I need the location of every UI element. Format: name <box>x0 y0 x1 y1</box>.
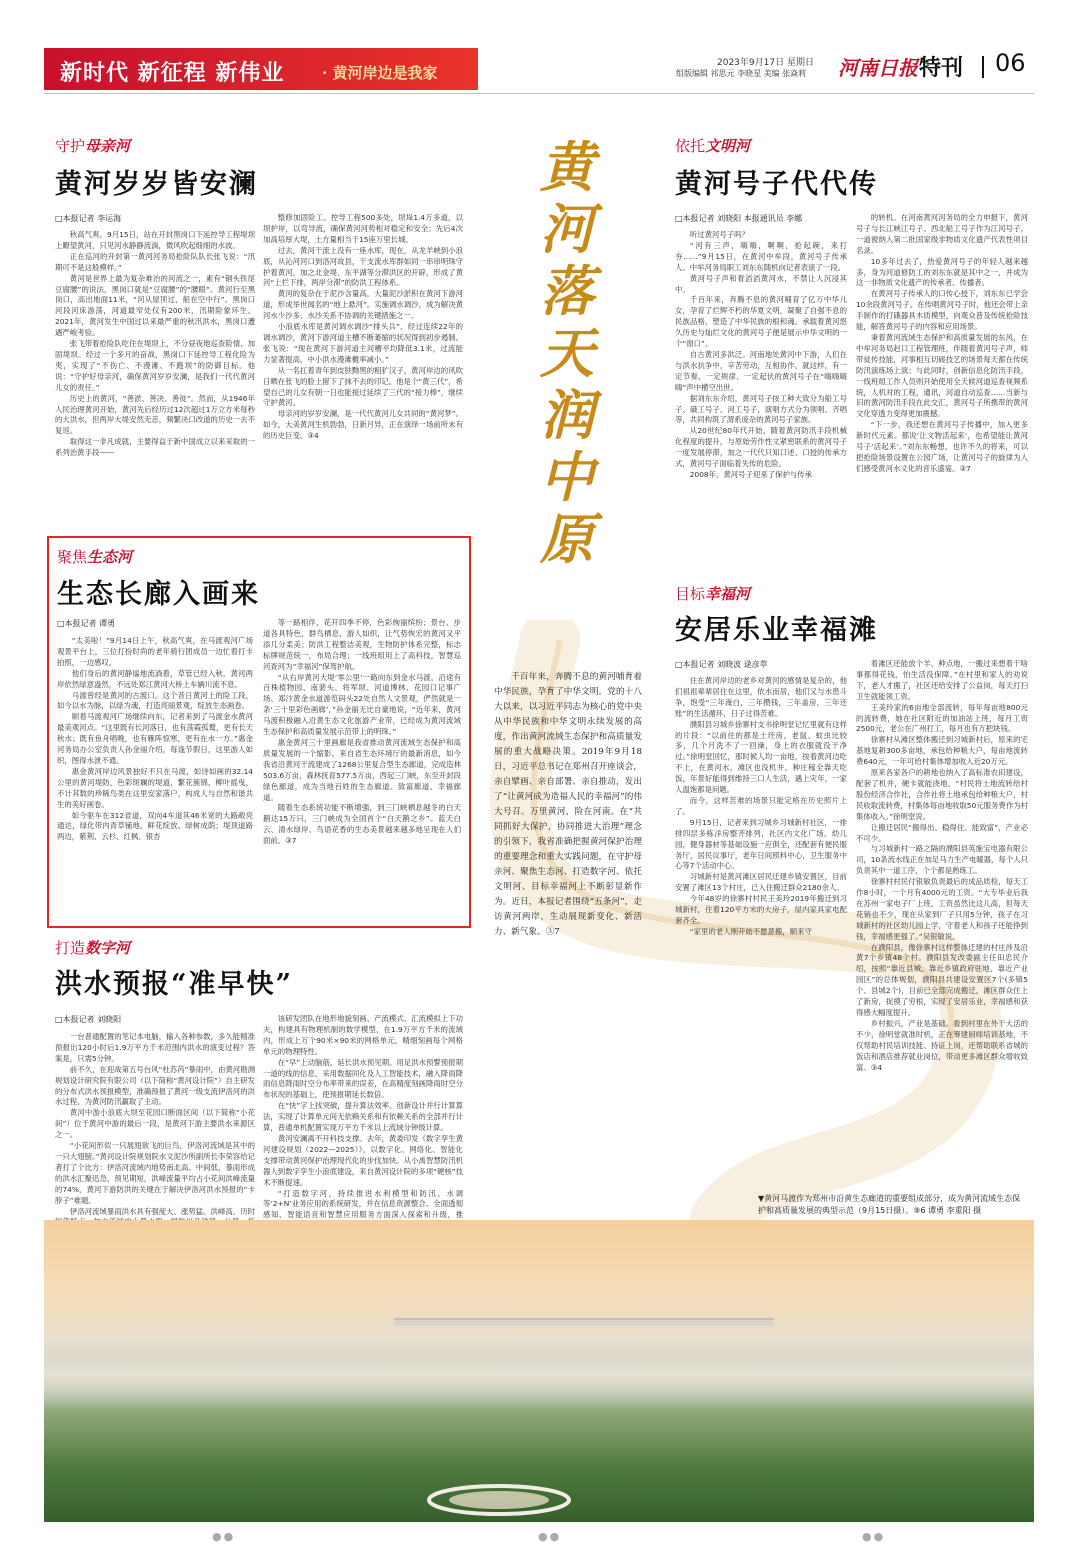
river-band <box>44 1340 1034 1410</box>
header-slogan: 新时代 新征程 新伟业 <box>60 60 285 86</box>
headline-eco-river: 生态长廊入画来 <box>57 579 260 610</box>
kicker-digital-river: 打造数字河 <box>55 939 131 957</box>
title-char: 天 <box>540 321 594 385</box>
article-column: 整修加固险工、控导工程500多处，坝垛1.4万多道，以坝护岸，以弯导流，确保黄河河势相对稳定和安全；先后4次加高培厚大堤，土方量相当于15座万里长城。 过去，黄河干流上没有一座水库，现在，从龙羊峡到小浪底，从沁河河口到洛河故县，干支流水库群如同一串串明珠守护着黄河，加之北金堤、东平湖等分滞洪区的开辟，形成了黄河“上拦下排，两岸分滞”的防洪工程体系。 黄河的复杂在于泥沙含量高，大量泥沙淤积在黄河下游河道，形成举世闻名的“地上悬河”。实施调水调沙，成为解决黄河水少沙多、水沙关系不协调的关键措施之一。 小浪底水库是黄河调水调沙“排头兵”。经过连续22年的调水调沙，黄河下游河道主槽不断萎缩的状况得到初步遏制。张飞说：“现在黄河下游河道主河槽平均降低3.1米，过流能力显著提高，中小洪水漫滩概率减小。” 从一名扛着青年到皮肤黝黑的粗犷汉子，黄河岸边的风吹日晒在张飞的脸上留下了抹不去的印记。他是个“黄三代”，希望自己的儿女有朝一日也能接过延续了三代的“接力棒”，继续守护黄河。 母亲河的岁岁安澜，是一代代黄河儿女共同的“黄河梦”。如今，大美黄河生机勃勃，日新月异，正在演绎一场前所未有的历史巨变。③4 <box>263 213 463 441</box>
article-column: 秋高气爽。9月15日，站在开封黑岗口下延控导工程堤坝上瞭望黄河，只见河水静静流淌，微风吹起细细的水波。 正在巡河的开封第一黄河河务局抢险队队长张飞说：“汛期可不是这般模样。” 黄河是世界上最为复杂难治的河流之一，素有“铜头铁尾豆腐腰”的说法，黑岗口就是“豆腐腰”的“腰眼”。黄河行至黑岗口，高出地面11米，“河从屋顶过，船在空中行”。黑岗口河段河床游荡，河道最窄处仅有200米，汛期险象环生。2021年，黄河发生中国过以来最严重的秋汛洪水，黑岗口遭遇严峻考验。 张飞带着抢险队吃住在堤坝上，不分昼夜地巡查险情、加固堤坝。经过一个多月的奋战，黑岗口下延控导工程化险为夷，实现了“不伤亡、不漫滩、不跑坝”的防御目标。他说：“守护好母亲河，确保黄河岁岁安澜，是我们一代代黄河儿女的责任。” 历史上的黄河，“善淤、善决、善徙”。然而，从1946年人民治理黄河开始，黄河先后经历过12次超过1万立方米每秒的大洪水，但两岸大堤安然无恙，频繁决口改道的历史一去不复返。 取得这一非凡成就，主要得益于新中国成立以来采取的一系列治黄手段—— <box>55 230 255 458</box>
headline-happy-river: 安居乐业幸福滩 <box>675 615 878 646</box>
header-divider <box>982 56 984 78</box>
footer-dots: ●● <box>212 1530 236 1543</box>
title-char: 润 <box>540 383 594 447</box>
section-label: 特刊 <box>919 56 964 81</box>
headline-civilization-river: 黄河号子代代传 <box>675 169 878 200</box>
article-column: 该研发团队在地形地貌刻画、产流模式、汇流模拟上下功夫，构建具有物理机制的数学模型，在1.9万平方千米的流域内，形成上万个90米×90米的网格单元，精细刻画每个网格单元的物理特性。 在“早”上动脑筋，延长洪水预见期。用足洪水预警预报期一道的线的信息，采用数据同化及人工智能技术，融入降雨降雨信息降雨时空分布率带来的误差，在高精度刻画降雨时空分布状况的基础上，使预报期延长数倍。 在“快”字上找突破，提升算法效率。创新设计并行计算算法，实现了计算单元间无依赖关系和有依赖关系的全部并行计算，普通单机配置实现万平方千米以上流域分钟级计算。 黄河安澜离不开科技支撑。去年，黄委印发《数字孪生黄河建设规划（2022—2025）》，以数字化、网络化、智能化支撑带动黄河保护治理现代化的步伐加快。从小禹智慧防汛机器人到数字孪生小浪底建设，来自黄河设计院的多项“硬核”技术不断提速。 “打造数字河，持续推进水利模型和防汛、水调等‘2+N’业务应用的系统研发，并在信息资源整合、全面透彻感知、智能语音和智慧应用服务方面深入探索和升级，推 <box>263 1014 463 1220</box>
byline: □本报记者 刘晓阳 <box>55 1015 122 1024</box>
pavilion-icon <box>424 1470 574 1522</box>
title-char: 黄 <box>540 135 594 199</box>
article-column: 着滩区还能放个羊、种点地，一搬过来想着干啥事都得花钱，怕生活没保障。”在村里和家人的劝说下，老人才搬了，社区还给安排了公益岗，每天打扫卫生就能领工资。 王美玲家的6亩地全部流转，每年每亩地800元的流转费，她在社区附近的加油站上班，每月工资2500元，老公在广州打工，每月也有万把块钱。 徐寨村从滩区整体搬迁到习城新村后，原来的宅基地复耕300多亩地，承包给种粮大户，每亩地流转费640元，一年可给村集体增加收入近20万元。 原来各家各户的耕地也纳入了高标准农田建设，配套了机井，硬卡就能浇地。“村民将土地流转给村股份经济合作社，合作社将土地承包给种粮大户，村民收取流转费，村集体每亩地收取50元服务费作为村集体收入。”徐明堂说。 让搬迁居民“搬得出、稳得住、能致富”，产业必不可少。 与习城新村一路之隔的濮阳县英施宝电器有限公司，10条流水线正在加足马力生产电暖器，每个人只负责其中一道工序，个个都是熟练工。 徐寨村村民付银敏负责最后的成品质检，每天工作8小时，一个月有4000元的工资。“大专毕业后我在苏州一家电子厂上班，工资虽然比这儿高，但每天花销也不少，现在从家到厂子只用5分钟，孩子在习城新村的社区幼儿园上学，守着老人和孩子还能挣到钱，幸福感更强了。”吴银敏说。 在濮阳县，像徐寨村这样整体迁建的村庄涉及沿黄7个乡镇48个村。濮阳县发改委副主任田忠民介绍，按照“靠近县城、靠近乡镇政府驻地、靠近产业园区”的总体规划，濮阳县共建设安置区7个(多镇5个、县城2个)，目前已全部完成搬迁，滩区群众住上了新房，捉摸了穷根，实现了安居乐业，幸福感和获得感大幅度提升。 乡村振兴，产业是基础。看到村里在外干大活的不少，徐明堂就准时机，正在筹建厨师培训基地，不仅帮助村民培训技能、持证上岗，还帮助联系省城的饭店和酒店推荐就业岗位，带动更多滩区群众增收致富。③4 <box>856 659 1028 1072</box>
headline-digital-river: 洪水预报“准早快” <box>55 969 294 1000</box>
article-column: 的转机。在河南黄河河务局的全力申报下，黄河号子与长江峡江号子、西北船工号子作为江河号子，一道被纳入第二批国家级非物质文化遗产代表性项目名录。 10多年过去了，热爱黄河号子的年轻人越来越多，身为河道修防工的刘东东就是其中之一，并成为这一非物质文化遗产的传承者、传播者。 在黄河号子传承人的口传心授下，刘东东已学会10余段黄河号子。在传唱黄河号子时，他还会带上亲手制作的打硪器具木质模型，向观众普及传统抢险技能，解答黄河号子的内容和应用场景。 秉着黄河流域生态保护和高质量发展的东风，在中牟河务局赵口工程管理班，伴随着黄河号子声，师带徒传技能，河事相互切磋技艺的场景每天都在传统防汛演练场上演；与此同时，创新信息化防汛手段，一线班组工作人员则开始使用全天候河道巡查视频系统，人机对的工程，通讯，河道自动巡查……当新与旧的黄河防汛手段在此交汇，黄河号子所携带的黄河文化穿透力变得更加震撼。 “下一步，我还想在黄河号子传播中，加入更多新时代元素。都说‘让文物活起来’，也希望能让黄河号子‘活起来’。”刘东东畅想，也许不久的将来，可以把抢险场景设置在公园广场，让黄河号子的旋律为人们感受黄河水文化的音乐盛宴。③7 <box>856 213 1028 473</box>
vertical-title <box>540 135 606 571</box>
article-column: “太美啦！”9月14日上午，秋高气爽，在马渡观河广场观景平台上，三位打扮时尚的老年骑行团成员一边忙着打卡拍照，一边感叹。 他们身后的黄河静谧地流淌着，草管已经入秋，黄河两岸依然绿意盎然，不远处郑江黄河大桥上车辆川流不息。 马渡曾经是黄河的古渡口。这个昔日黄河上的险工段，如今以水为脉，以绿为魂，打造亮丽景观，绽放生态画卷。 顺着马渡观河广场继续向东，记者来到了马渡金水黄河最美观河点。“这里既有长河落日，也有荡霞孤鹜，更有长天秋水；既有鱼舟唱晚，也有雁阵惊寒，更有在水一方。”惠金河务局办公室负责人孙金丽介绍，每逢节假日，这里游人如织，图得水泄不通。 惠金黄河岸边风景独好不只在马渡，如诗如画的32.14公里的黄河堤防，色彩斑斓的堤道，繁花簇锦，柳叶摇曳，不计其数的珍稀鸟类在这里安家落户，构成人与自然和谐共生的美好画卷。 如今驱车在312省道，双向4车道其46米宽的大路敞亮通达，绿化带内青草铺地，鲜花绽放、绿树成荫；堤顶道路两边，紫荆、云杉、红枫、银杏 <box>57 636 253 842</box>
landscape-photo <box>44 1220 1034 1522</box>
byline: □本报记者 谭勇 <box>57 619 116 628</box>
byline: □本报记者 刘晓阳 本报通讯员 李娜 <box>675 214 803 223</box>
header-rule <box>44 93 1034 94</box>
photo-caption: ▼黄河马渡作为郑州市沿黄生态廊道的重要组成部分，成为黄河流域生态保护和高质量发展的典型示范（9月15日摄）。⑨6 谭勇 李重阳 摄 <box>758 1194 1021 1215</box>
kicker-civilization-river: 依托文明河 <box>675 137 751 155</box>
article-column: 听过黄河号子吗？ “河有三声，嗨嗨，啊啊，抢起碗，来打夯……”9月15日，在黄河中牟段，黄河号子传承人、中牟河务局职工刘东东随机向记者表演了一段。 黄河号子声和着滔滔黄河水，不禁让人沉浸其中。 千百年来，奔腾不息的黄河哺育了亿万中华儿女，孕育了烂辉不朽的华夏文明，凝聚了自强不息的民族品格，塑造了中华民族的根和魂。承载着黄河悠久历史与灿烂文化的黄河号子便是展示中华文明的一个“窗口”。 自古黄河多洪泛。河南地处黄河中下游，人们在与洪水抗争中，辛苦劳动，互相协作，就这样，有一定节奏、一定规律、一定起伏的黄河号子在“嗨嗨嗨嗨”声中横空出世。 据刘东东介绍，黄河号子按工种大致分为船工号子、硪工号子、河工号子，演唱方式分为领唱、齐唱等，共同构筑了渭系庞杂的黄河号子家族。 从20世纪80年代开始，随着黄河防汛手段机械化程度的提升，与原始劳作性文紧密联系的黄河号子一度发展停滞，加之一代代只知口述、口授的传承方式，黄河号子面临着失传的危险。 2008年，黄河号子迎来了保护与传承 <box>675 230 847 479</box>
newspaper-logo: 河南日报 <box>838 56 918 80</box>
footer-dots: ●● <box>862 1530 886 1543</box>
editor-credits: 组版编辑 祁思元 李晓星 美编 张焱莉 <box>676 69 807 78</box>
title-char: 落 <box>540 259 594 323</box>
article-column: 一台普通配置的笔记本电脑，输入各种参数，多久能精准预报出120小时后1.9万平方千米范围内洪水的演变过程？答案是，只需5分钟。 前不久，在迎战第五号台风“杜苏芮”暴雨中，由黄河勘测规划设计研究院有限公司（以下简称“黄河设计院”）自主研发的分布式洪水预报模型，准确预报了黄河一级支流伊洛河的洪水过程，为黄河防汛赢取了主动。 黄河中游小浪底大坝至花园口断面区间（以下简称“小花间”）位于黄河中游的最后一段，是黄河下游主要洪水来源区之一。 “小花间形似一只展翅欲飞的巨鸟，伊洛河流域是其中的一只大翅膀。”黄河设计院规划院水文泥沙所副所长李荣容给记者打了个比方：伊洛河流域内地势南北高、中间低，暴雨形成的洪水汇聚迅急，预见期短，洪峰流量平均占小花间洪峰流量的74%，黄河下游防洪的关键在于解决伊洛河洪水预报的“卡脖子”难题。 伊洛河流域暴雨洪水具有强度大、涨势猛、洪峰高、历时 <box>55 1032 255 1216</box>
kicker-mother-river: 守护母亲河 <box>55 137 131 155</box>
kicker-happy-river: 目标幸福河 <box>675 585 751 603</box>
byline: □本报记者 李运海 <box>55 214 122 223</box>
title-char: 中 <box>540 445 594 509</box>
kicker-eco-river: 聚焦生态河 <box>57 548 133 566</box>
title-char: 河 <box>540 197 594 261</box>
article-column: 住在黄河岸边的老乡对黄河的感情是复杂的，他们祖祖辈辈居住在这里，依水而居，他们又与水患斗争，饱受“三年淹白，三年攒钱，三年盖房，三年还账”的生活循环，日子过得苦难。 濮阳县习城乡徐寨村支书徐明堂记忆里就有这样的片段：“以前住的都是土坯房、老鼠、蚊虫比较多，几个月洗不了一回澡，身上的衣服就没干净过。”徐明堂回忆，那时候人均一亩地，按着黄河边吃不上，在黄河水，滩区也没机井，种庄稼全靠天吃饭，年景好能得到维持三口人生活，遇上灾年，一家人温饱都是问题。 而今，这样苦难的场景只能定格在历史照片上了。 9月15日，记者来到习城乡习城新村社区，一排排四层多栋洋房整齐排列，社区内文化广场、幼儿园，健身器材等基础设施一应俱全，还配套有便民服务厅，居民议事厅，老年日间照料中心，卫生服务中心等7个活动中心。 习城新村是黄河滩区居民迁建乡镇安置区，目前安置了滩区13个村庄，已入住搬迁群众2180余人。 今年48岁的徐寨村村民王美玲2019年搬迁到习城新村，住着120平方米的大房子，屋内家具家电配套齐全。 “家里的老人刚开始不愿意搬，顺来守 <box>675 676 847 936</box>
article-column: 等一路相伴，花开四季不停，色彩绚丽缤纷；景台、步道各具特色，群鸟栖息，游人如织，让气势恢宏的黄河又平添几分柔美；防洪工程整洁美观，生物防护体系完整，标志标牌规范统一，布局合理；一线班组用上了高科技，智慧巡河查河为“幸福河”保驾护航。 “从右岸黄河大堤‘零公里’一路向东到金水马渡，沿途有百株植物园、南裴头、将军坝、河道博林、花园口记事广场、郑汴黄金水道游览码头22处自然人文景观，俨然就是一条‘三十里彩色画廊’，”孙金丽无比自豪地说，“近年来，黄河马渡积极融入沿黄生态文化旅游产业带，已经成为黄河流域生态保护和高质量发展示范带上的明珠。” 惠金黄河三十里画廊是我省推动黄河流域生态保护和高质量发展的一个缩影。来自省生态环境厅的最新消息，如今我省沿黄河干流建成了1268公里复合型生态廊道，完成造林503.6万亩，森林抚育577.5万亩，西起三门峡，东至开封段绿色廊道，成为当地百姓的生态廊道、致富廊道、幸福廊道。 随着生态系统功能不断增强，到三门峡栖息越冬的白天鹅达15万只，三门峡成为全国首个“白天鹅之乡”。蓝天白云、清水绿岸、鸟语花香的生态美景越来越多地呈现在人们面前。③7 <box>263 618 461 846</box>
issue-date: 2023年9月17日 星期日 <box>717 58 814 68</box>
header-subslogan: · 黄河岸边是我家 <box>322 64 438 82</box>
footer-dots: ●● <box>538 1530 562 1543</box>
intro-paragraph: 千百年来，奔腾不息的黄河哺育着中华民族，孕育了中华文明。党的十八大以来，以习近平同志为核心的党中央从中华民族和中华文明永续发展的高度，作出黄河流域生态保护和高质量发展的重大战略决策。2019年9月18日，习近平总书记在郑州召开座谈会，亲自擘画、亲自部署、亲自推动，发出了“让黄河成为造福人民的幸福河”的伟大号召。万里黄河，险在河南。在“共同抓好大保护，协同推进大治理”理念的引领下，我省准确把握黄河保护治理的重要理念和重大实践问题，在守护母亲河、聚焦生态河、打造数字河、依托文明河、目标幸福河上不断彰显新作为。近日，本报记者围绕“五条河”，走访黄河两岸，生动展现新变化、新活力、新气象。③7 <box>494 672 642 937</box>
page-number: 06 <box>995 49 1026 77</box>
headline-mother-river: 黄河岁岁皆安澜 <box>55 169 258 200</box>
title-char: 原 <box>540 507 594 571</box>
byline: □本报记者 刘晓波 逯彦萃 <box>675 660 768 669</box>
bridge-shape <box>394 1318 774 1326</box>
